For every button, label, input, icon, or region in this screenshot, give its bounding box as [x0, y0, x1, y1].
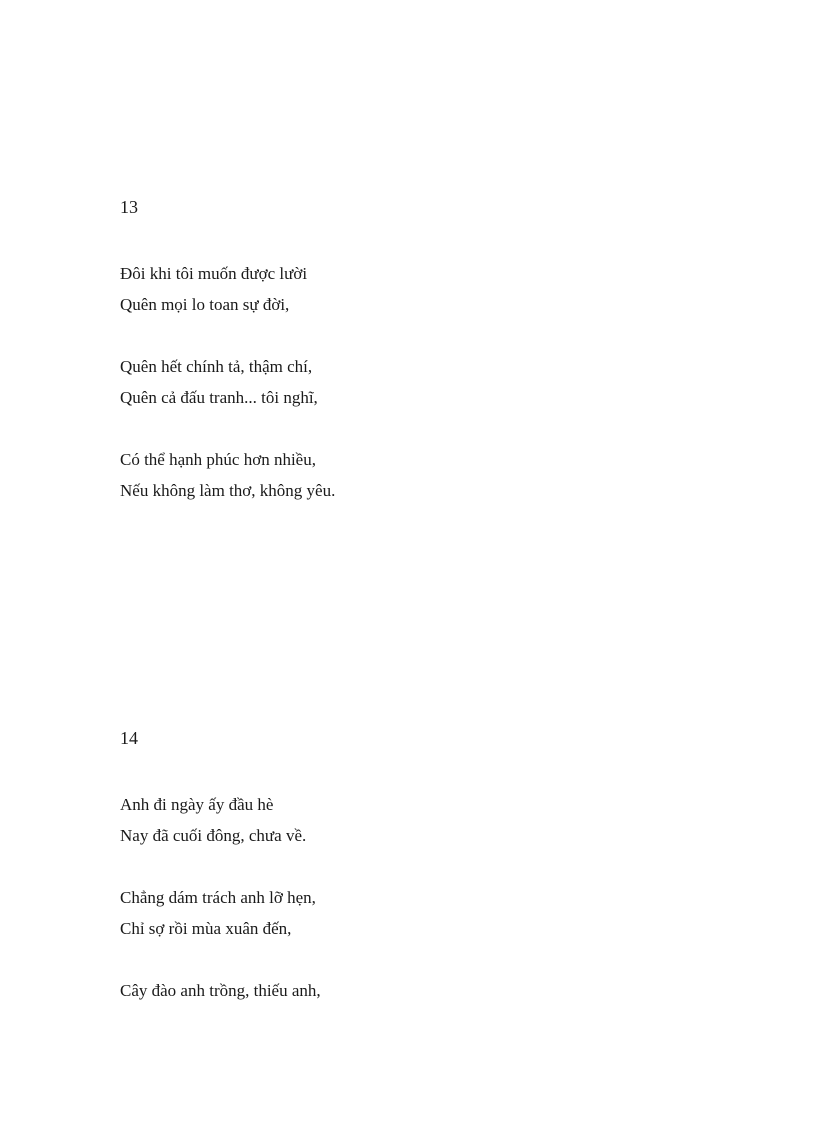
stanza: [120, 882, 720, 944]
poem-line: Nay đã cuối đông, chưa về.: [120, 826, 307, 845]
poem-number: 14: [120, 728, 138, 748]
stanza: [120, 351, 720, 413]
poem-14: [120, 727, 720, 1006]
poem-line: Nếu không làm thơ, không yêu.: [120, 481, 336, 500]
poem-line: Quên cả đấu tranh... tôi nghĩ,: [120, 388, 318, 407]
poem-number: 13: [120, 197, 138, 217]
stanza: [120, 444, 720, 506]
poem-line: Cây đào anh trồng, thiếu anh,: [120, 981, 321, 1000]
poem-line: Quên hết chính tả, thậm chí,: [120, 357, 313, 376]
poem-line: Quên mọi lo toan sự đời,: [120, 295, 290, 314]
poem-line: Đôi khi tôi muốn được lười: [120, 264, 308, 283]
poem-line: Anh đi ngày ấy đầu hè: [120, 795, 274, 814]
poem-line: Chẳng dám trách anh lỡ hẹn,: [120, 888, 316, 907]
poem-line: Chỉ sợ rồi mùa xuân đến,: [120, 919, 292, 938]
stanza: [120, 258, 720, 320]
stanza: [120, 975, 720, 1006]
poem-line: Có thể hạnh phúc hơn nhiều,: [120, 450, 316, 469]
poem-13: [120, 196, 720, 506]
stanza: [120, 789, 720, 851]
